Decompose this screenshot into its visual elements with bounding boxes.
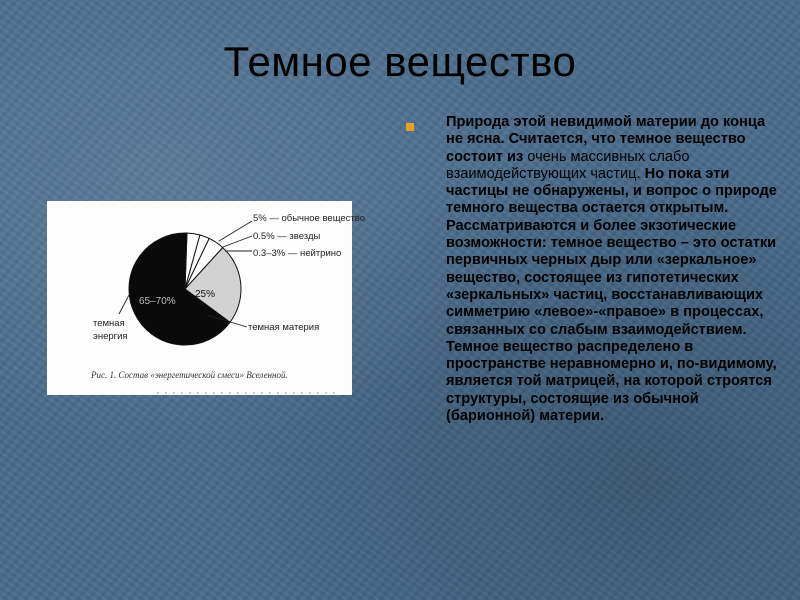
leader-line-dark-energy [119,295,129,314]
body-text-part2: очень массивных слабо взаимодействующих частиц. [446,148,690,182]
slide-title: Темное вещество [223,38,577,85]
label-stars: 0.5% — звезды [253,231,321,242]
body-text-part3: Но пока эти частицы не обнаружены, и вопрос о природе темного вещества остается открытым. Рассматриваются и более экзотические возможности: темное вещество – это остатки первичных черных дыр или «зеркальное» вещество, состоящее из гипотетических «зеркальных» частиц, восстанавливающих симметрию «левое»-«правое» в процессах, связанных со слабым взаимодействием. Темное вещество распределено в пространстве неравномерно и, по-видимому, является той матрицей, на которой строятся структуры, состоящие из обычной (барионной) материи. [446,165,777,425]
label-dark-energy-2: энергия [93,331,128,342]
label-dark-energy-pct: 65–70% [139,296,176,307]
bullet-marker-icon [405,122,415,132]
pie-slices [129,233,241,345]
label-dark-energy-1: темная [93,318,125,329]
figure-caption: Рис. 1. Состав «энергетической смеси» Вселенной. [91,370,288,380]
label-ordinary: 5% — обычное вещество [253,213,366,224]
leader-line-stars [223,236,252,247]
pie-chart [47,201,366,395]
pie-chart-figure [47,201,366,395]
body-text-part1: Природа этой невидимой материи до конца не ясна. Считается, что темное вещество состоит из [446,114,766,165]
bullet-square [406,123,414,131]
label-dark-matter: темная материя [248,322,320,333]
label-neutrino: 0.3–3% — нейтрино [253,248,342,259]
label-dark-matter-pct: 25% [195,289,216,300]
slide-body-text [446,114,781,425]
